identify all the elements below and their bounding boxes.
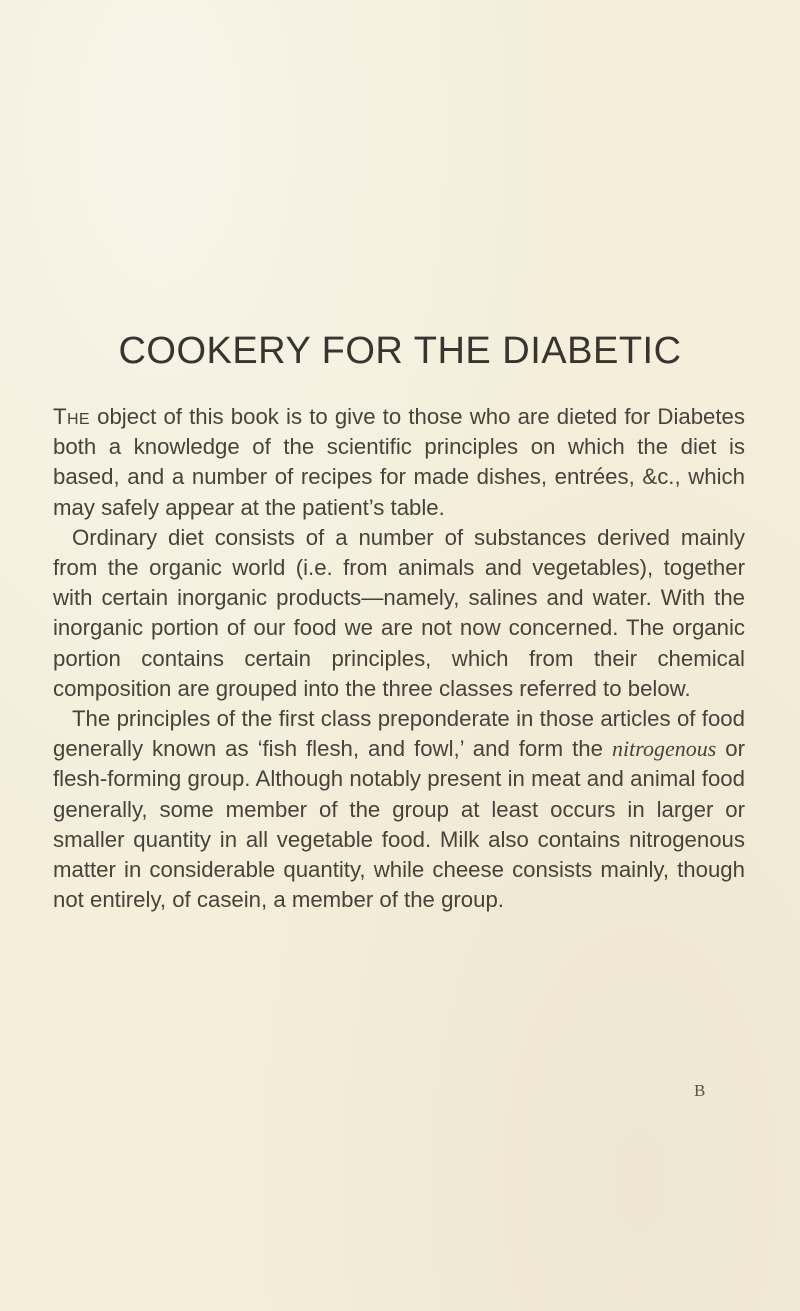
body-text xyxy=(53,402,745,915)
italic-term: nitrogenous xyxy=(611,736,717,762)
paragraph-text-before-italic: The principles of the first class preponderate in those articles of food generally known as ‘fish flesh, and fowl,’ and form the xyxy=(53,706,745,762)
paragraph-first-class xyxy=(53,704,745,915)
page-title: COOKERY FOR THE DIABETIC xyxy=(118,330,682,372)
paragraph-text-after-italic: or flesh-forming group. Although notably present in meat and animal food generally, some member of the group at least occurs in larger or smaller quantity in all vegetable food. Milk also contains nitrogenous matter in considerable quantity, while cheese consists mainly, though not entirely, of casein, a member of the group. xyxy=(53,736,746,913)
paragraph-ordinary-diet xyxy=(53,523,745,704)
opening-word: The xyxy=(53,404,90,429)
printer-signature-mark: B xyxy=(694,1081,706,1100)
paragraph-text: object of this book is to give to those who are dieted for Diabetes both a knowledge of the scientific principles on which the diet is based, and a number of recipes for made dishes, entrées, &c., which may safely appear at the patient’s table. xyxy=(53,404,745,520)
paragraph-text: Ordinary diet consists of a number of substances derived mainly from the organic world (i.e. from animals and vegetables), together with certain inorganic products—namely, salines and water. With the inorganic portion of our food we are not now concerned. The organic portion contains certain principles, which from their chemical composition are grouped into the three classes referred to below. xyxy=(53,524,745,701)
paragraph-introduction xyxy=(53,402,745,523)
